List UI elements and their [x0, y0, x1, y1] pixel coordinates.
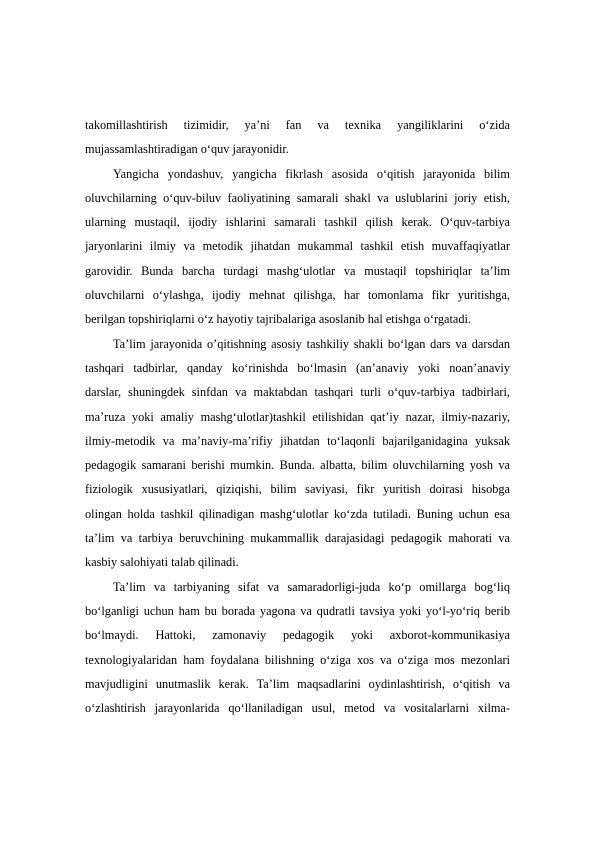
paragraph-2: [85, 162, 510, 332]
text-line: ma’ruza yoki amaliy mashg‘ulotlar)tashkil etilishidan qat’iy nazar, ilmiy-nazariy,: [85, 409, 510, 424]
text-line: mavjudligini unutmaslik kerak. Ta’lim maqsadlarini oydinlashtirish, o‘qitish va: [85, 676, 510, 691]
paragraph-1: [85, 113, 510, 162]
text-line: ta’lim va tarbiya beruvchining mukammallik darajasidagi pedagogik mahorati va: [85, 531, 510, 546]
text-line: Yangicha yondashuv, yangicha fikrlash asosida o‘qitish jarayonida bilim: [113, 166, 510, 181]
text-line: garovidir. Bunda barcha turdagi mashg‘ulotlar va mustaqil topshiriqlar ta’lim: [85, 263, 510, 278]
text-line: Ta’lim va tarbiyaning sifat va samaradorligi-juda ko‘p omillarga bog‘liq: [113, 579, 510, 594]
text-line: darslar, shuningdek sinfdan va maktabdan tashqari turli o‘quv-tarbiya tadbirlari,: [85, 385, 510, 400]
paragraph-4: [85, 575, 510, 721]
document-page: [85, 113, 510, 720]
text-line: o‘zlashtirish jarayonlarida qo‘llaniladigan usul, metod va vositalarlarni xilma-: [85, 701, 510, 716]
text-line: oluvchilarning o‘quv-biluv faoliyatining samarali shakl va uslublarini joriy etish,: [85, 190, 510, 205]
text-line: berilgan topshiriqlarni o‘z hayotiy tajribalariga asoslanib hal etishga o‘rgatadi.: [85, 312, 471, 327]
text-line: olingan holda tashkil qilinadigan mashg‘ulotlar ko‘zda tutiladi. Buning uchun esa: [85, 506, 510, 521]
text-line: ularning mustaqil, ijodiy ishlarini samarali tashkil qilish kerak. O‘quv-tarbiya: [85, 215, 510, 230]
text-line: Ta’lim jarayonida o’qitishning asosiy tashkiliy shakli bo‘lgan dars va darsdan: [113, 336, 510, 351]
text-line: pedagogik samarani berishi mumkin. Bunda. albatta, bilim oluvchilarning yosh va: [85, 458, 510, 473]
paragraph-3: [85, 332, 510, 575]
text-line: texnologiyalaridan ham foydalana bilishning o‘ziga xos va o‘ziga mos mezonlari: [85, 652, 510, 667]
text-line: jaryonlarini ilmiy va metodik jihatdan mukammal tashkil etish muvaffaqiyatlar: [85, 239, 510, 254]
text-line: tashqari tadbirlar, qanday ko‘rinishda bo‘lmasin (an’anaviy yoki noan’anaviy: [85, 360, 510, 375]
text-line: takomillashtirish tizimidir, ya’ni fan va texnika yangiliklarini o‘zida: [85, 118, 510, 132]
text-line: mujassamlashtiradigan o‘quv jarayonidir.: [85, 142, 289, 157]
text-line: bo‘lganligi uchun ham bu borada yagona va qudratli tavsiya yoki yo‘l-yo‘riq berib: [85, 603, 510, 618]
text-line: ilmiy-metodik va ma’naviy-ma’rifiy jihatdan to‘laqonli bajarilganidagina yuksak: [85, 433, 510, 448]
text-line: oluvchilarni o‘ylashga, ijodiy mehnat qilishga, har tomonlama fikr yuritishga,: [85, 288, 510, 303]
text-line: fiziologik xususiyatlari, qiziqishi, bilim saviyasi, fikr yuritish doirasi hisobga: [85, 482, 510, 497]
text-line: bo‘lmaydi. Hattoki, zamonaviy pedagogik yoki axborot-kommunikasiya: [85, 628, 510, 643]
text-line: kasbiy salohiyati talab qilinadi.: [85, 555, 239, 570]
